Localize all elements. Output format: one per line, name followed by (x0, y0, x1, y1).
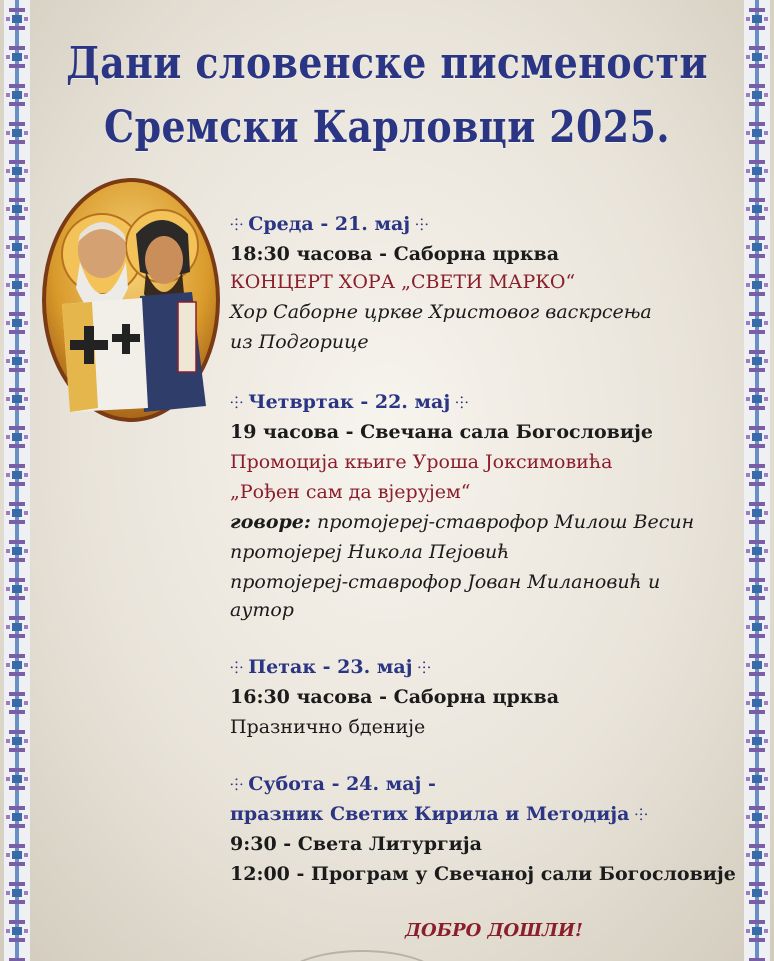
event-day-saturday (230, 772, 436, 797)
cross-ornament-icon: ⸭ (450, 393, 469, 412)
cross-ornament-icon: ⸭ (410, 215, 429, 234)
bottom-seal-outline (280, 950, 444, 961)
feast-label: празник Светих Кирила и Методија (230, 803, 630, 825)
day-label: Субота - 24. мај - (248, 773, 436, 795)
event-day-thursday (230, 390, 468, 415)
event-description: Празнично бденије (230, 716, 426, 738)
cross-ornament-icon: ⸭ (230, 658, 249, 677)
cross-ornament-icon: ⸭ (629, 805, 648, 824)
event-time: 9:30 - Света Литургија (230, 833, 482, 855)
event-title: КОНЦЕРТ ХОРА „СВЕТИ МАРКО“ (230, 271, 576, 293)
left-ornament-border (4, 0, 30, 961)
day-label: Петак - 23. мај (248, 656, 413, 678)
cross-ornament-icon: ⸭ (230, 215, 249, 234)
event-title: Промоција књиге Уроша Јоксимовића (230, 451, 613, 473)
speakers-line (230, 510, 694, 534)
event-description: Хор Саборне цркве Христовог васкрсења (230, 301, 652, 323)
poster-subtitle: Сремски Карловци 2025. (104, 102, 670, 153)
right-ornament-border (744, 0, 770, 961)
event-day-friday (230, 655, 431, 680)
speaker: протојереј Никола Пејовић (230, 541, 510, 563)
speaker: протојереј-ставрофор Јован Милановић и (230, 571, 661, 593)
speakers-label: говоре: (230, 511, 311, 533)
day-label: Четвртак - 22. мај (248, 391, 451, 413)
event-day-wednesday (230, 212, 428, 237)
cross-ornament-icon: ⸭ (412, 658, 431, 677)
event-time: 19 часова - Свечана сала Богословије (230, 421, 653, 443)
event-time: 16:30 часова - Саборна црква (230, 686, 560, 708)
speaker: протојереј-ставрофор Милош Весин (316, 511, 695, 533)
event-time: 18:30 часова - Саборна црква (230, 243, 560, 265)
poster-title: Дани словенске писмености (66, 38, 708, 89)
event-description: из Подгорице (230, 331, 369, 353)
speaker: аутор (230, 599, 294, 621)
saints-cyril-methodius-icon (40, 176, 222, 424)
feast-line (230, 802, 648, 827)
cross-ornament-icon: ⸭ (230, 393, 249, 412)
welcome-text: ДОБРО ДОШЛИ! (405, 920, 583, 941)
book-title: „Рођен сам да вјерујем“ (230, 481, 471, 503)
cross-ornament-icon: ⸭ (230, 775, 249, 794)
event-time: 12:00 - Програм у Свечаној сали Богословије (230, 863, 736, 885)
day-label: Среда - 21. мај (248, 213, 411, 235)
